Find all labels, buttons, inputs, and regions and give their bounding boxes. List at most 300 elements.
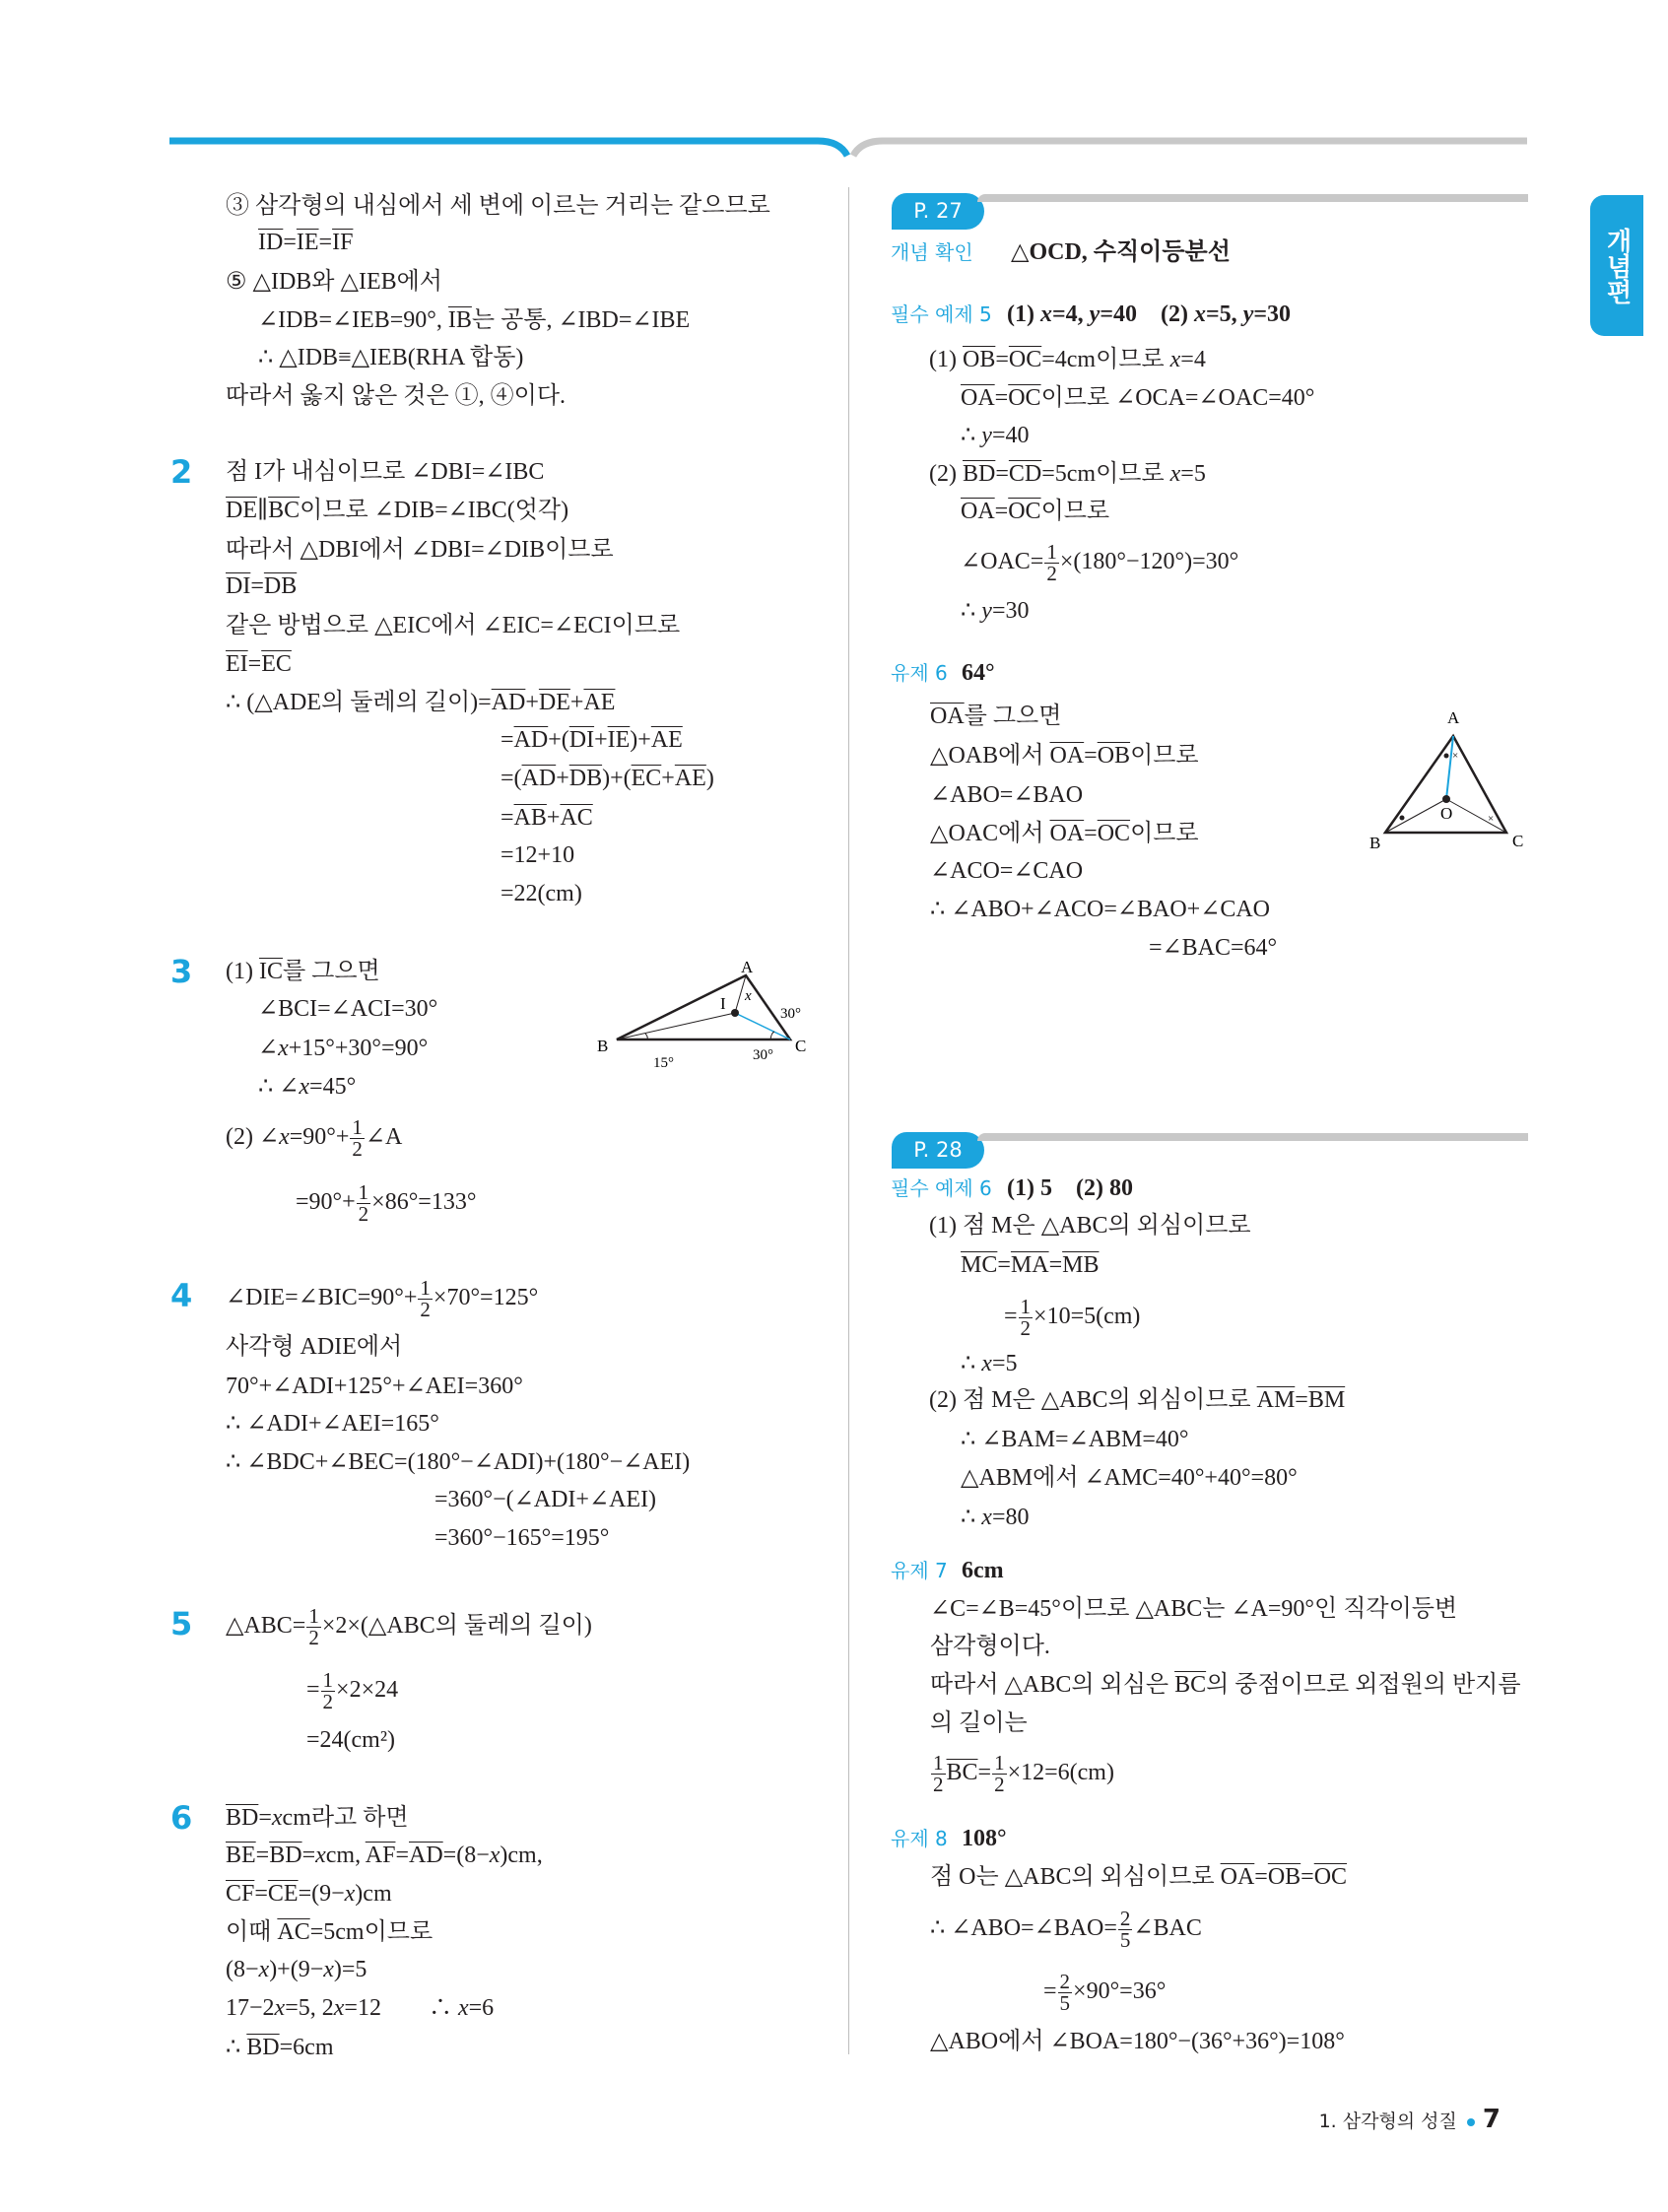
text-segment: ∠ACO=∠CAO <box>930 858 1084 884</box>
text-line <box>930 777 1083 813</box>
text-segment: ∴ ∠ADI+∠AEI=165° <box>226 1411 439 1437</box>
text-line <box>930 1667 1521 1703</box>
text-segment: ∠ <box>258 1036 279 1061</box>
text-line <box>929 1208 1251 1243</box>
text-segment: = <box>994 499 1009 524</box>
text-segment: = <box>254 1881 268 1907</box>
text-line <box>500 838 574 873</box>
segment-overline: $\overline{OC}$ <box>1313 1864 1348 1890</box>
text-line <box>929 342 1206 377</box>
text-line <box>930 1751 1114 1796</box>
segment-overline: $\overline{ID}$ <box>258 230 284 255</box>
math-variable: x <box>271 1805 283 1831</box>
fraction-denominator: 2 <box>420 1298 431 1321</box>
label-b: B <box>597 1037 609 1055</box>
text-segment: = <box>283 230 297 255</box>
text-segment: = <box>1301 1864 1314 1890</box>
label-angle-b: 15° <box>653 1055 674 1071</box>
text-segment: =24(cm²) <box>306 1727 396 1753</box>
segment-overline: $\overline{OB}$ <box>1267 1864 1301 1890</box>
text-segment: 를 그으면 <box>964 704 1062 729</box>
text-segment: =90°+ <box>296 1189 356 1216</box>
math-variable: x <box>279 1124 290 1151</box>
label-angle-c-high: 30° <box>780 1006 801 1022</box>
math-variable: x <box>315 1843 326 1868</box>
text-segment: 삼각형이다. <box>930 1634 1050 1659</box>
text-segment: ∠DIE=∠BIC=90°+ <box>226 1285 418 1311</box>
text-segment: = <box>500 805 514 831</box>
text-segment: = <box>250 573 264 599</box>
label-x: x <box>745 988 752 1004</box>
section-rule <box>977 1133 1528 1141</box>
text-line <box>306 1722 395 1758</box>
text-line <box>930 1591 1457 1627</box>
example-6-answer <box>1007 1171 1133 1206</box>
text-segment: ∴ ∠ABO=∠BAO= <box>930 1915 1117 1942</box>
text-segment: 점 O는 △ABC의 외심이므로 <box>930 1864 1221 1890</box>
text-segment: 사각형 ADIE에서 <box>226 1334 403 1360</box>
angle-mark-dot <box>1400 816 1405 821</box>
text-line <box>258 225 353 260</box>
text-segment: = <box>995 461 1009 487</box>
segment-ob <box>1385 799 1446 833</box>
text-line <box>930 853 1083 889</box>
label-i: I <box>720 994 726 1013</box>
text-segment: ∴ <box>961 1505 982 1530</box>
text-segment: =∠BAC=64° <box>1149 935 1278 961</box>
text-line <box>929 456 1206 492</box>
fraction <box>1044 542 1059 584</box>
text-line <box>930 2024 1345 2059</box>
text-segment: cm라고 하면 <box>282 1805 409 1831</box>
fraction <box>1118 1909 1133 1951</box>
segment-overline: $\overline{OB}$ <box>962 347 996 372</box>
segment-overline: $\overline{AD}$ <box>491 690 526 715</box>
fraction-numerator: 2 <box>1119 1907 1131 1930</box>
text-segment: ×10=5(cm) <box>1034 1304 1141 1330</box>
text-line <box>930 892 1270 927</box>
text-segment: =(8− <box>442 1843 490 1868</box>
text-line <box>226 454 544 490</box>
fraction-denominator: 2 <box>1046 562 1057 585</box>
text-line <box>226 685 615 720</box>
example-5-label: 필수 예제 5 <box>891 302 992 326</box>
label-c: C <box>1512 832 1524 850</box>
fraction-denominator: 2 <box>322 1690 334 1713</box>
math-variable: x <box>1169 347 1181 372</box>
text-segment: = <box>301 1843 316 1868</box>
fraction-numerator: 2 <box>1059 1970 1071 1993</box>
segment-overline: $\overline{BD}$ <box>269 1843 302 1868</box>
header-rule-blue <box>169 141 847 156</box>
text-segment: 같은 방법으로 △EIC에서 ∠EIC=∠ECI이므로 <box>226 613 681 638</box>
text-segment: (2) <box>929 461 963 487</box>
text-line <box>930 1706 1028 1741</box>
practice-7-label: 유제 7 <box>891 1559 948 1582</box>
segment-overline: $\overline{OA}$ <box>1049 743 1085 769</box>
text-segment: 이므로 ∠DIB=∠IBC(엇각) <box>300 498 569 523</box>
text-line <box>961 593 1029 629</box>
text-segment: 를 그으면 <box>282 959 380 984</box>
fraction <box>992 1753 1007 1795</box>
header-rule-gray <box>853 141 1527 156</box>
text-line <box>961 494 1109 529</box>
text-segment: = <box>395 1843 409 1868</box>
label-c: C <box>795 1037 807 1055</box>
math-variable: x <box>1194 302 1206 327</box>
text-segment: ∴ ∠ <box>258 1074 300 1100</box>
fraction-denominator: 2 <box>352 1137 363 1161</box>
text-line <box>258 302 690 338</box>
text-segment: 이므로 <box>1130 743 1199 769</box>
text-segment: 의 중점이므로 외접원의 반지름 <box>1206 1672 1521 1698</box>
text-segment: =80 <box>991 1505 1030 1530</box>
circumcenter-point <box>1442 795 1450 803</box>
question-number: 2 <box>170 453 193 491</box>
segment-overline: $\overline{AE}$ <box>583 690 616 715</box>
text-segment: + <box>661 766 675 791</box>
text-segment: △ABO에서 ∠BOA=180°−(36°+36°)=108° <box>930 2029 1345 2054</box>
text-segment: +15°+30°=90° <box>288 1036 429 1061</box>
practice-8-answer <box>962 1821 1007 1856</box>
text-line <box>961 418 1029 453</box>
page-badge-28: P. 28 <box>892 1132 984 1169</box>
text-segment: = <box>977 1760 992 1786</box>
segment-overline: $\overline{AD}$ <box>409 1843 443 1868</box>
example-6-label: 필수 예제 6 <box>891 1176 992 1200</box>
segment-overline: $\overline{BD}$ <box>226 1805 259 1831</box>
fraction <box>350 1117 365 1160</box>
fraction-numerator: 1 <box>308 1604 319 1628</box>
text-segment: =22(cm) <box>500 881 582 906</box>
text-segment: + <box>556 766 569 791</box>
text-segment: (1) 점 M은 △ABC의 외심이므로 <box>929 1213 1251 1239</box>
fraction-denominator: 2 <box>308 1626 319 1649</box>
text-segment: =40 (2) <box>1100 302 1194 327</box>
text-segment: (2) 점 M은 △ABC의 외심이므로 <box>929 1387 1257 1413</box>
text-segment: )+( <box>602 766 632 791</box>
segment-overline: $\overline{EC}$ <box>631 766 662 791</box>
text-segment: 108° <box>962 1826 1007 1851</box>
text-segment: =4 <box>1180 347 1206 372</box>
segment-overline: $\overline{BC}$ <box>1174 1672 1207 1698</box>
side-tab-concept[interactable]: 개념편 <box>1590 195 1643 336</box>
segment-overline: $\overline{IC}$ <box>258 959 283 984</box>
text-segment: ∴ ∠BDC+∠BEC=(180°−∠ADI)+(180°−∠AEI) <box>226 1449 691 1475</box>
text-segment: △OAC에서 <box>930 821 1050 846</box>
text-segment: ×70°=125° <box>433 1285 539 1311</box>
segment-overline: $\overline{EC}$ <box>261 651 292 677</box>
text-segment: ∠OAC= <box>961 549 1044 575</box>
fraction-denominator: 5 <box>1119 1928 1131 1952</box>
incenter-point <box>731 1009 739 1017</box>
text-line <box>500 722 683 758</box>
text-line <box>500 800 593 836</box>
text-segment: =( <box>500 766 522 791</box>
segment-overline: $\overline{BC}$ <box>268 498 300 523</box>
fraction-denominator: 5 <box>1059 1991 1071 2015</box>
text-segment: 6cm <box>962 1558 1004 1583</box>
text-segment: + <box>546 805 561 831</box>
text-segment: (1) <box>226 959 259 984</box>
segment-bi <box>617 1013 735 1039</box>
text-line <box>226 493 568 528</box>
fraction <box>1058 1972 1073 2014</box>
practice-6-label: 유제 6 <box>891 661 948 685</box>
text-segment: = <box>318 230 333 255</box>
text-segment: = <box>306 1677 320 1704</box>
segment-overline: $\overline{DI}$ <box>568 727 595 753</box>
text-line <box>1043 1970 1167 2015</box>
chapter-title: 1. 삼각형의 성질 <box>1318 2111 1457 2132</box>
text-line <box>226 378 566 414</box>
text-segment: (1) 5 (2) 80 <box>1007 1175 1133 1201</box>
question-number: 5 <box>170 1605 193 1642</box>
question-number: 4 <box>170 1277 193 1314</box>
text-line <box>1004 1295 1141 1340</box>
text-segment: = <box>255 1843 270 1868</box>
segment-overline: $\overline{OC}$ <box>1008 499 1041 524</box>
text-segment: (2) ∠ <box>226 1124 280 1151</box>
text-segment: ③ 삼각형의 내심에서 세 변에 이르는 거리는 같으므로 <box>226 193 770 219</box>
text-segment: =5, <box>1206 302 1243 327</box>
text-segment: ∴ <box>961 423 982 448</box>
math-variable: x <box>274 1995 286 2021</box>
text-segment: = <box>1043 1978 1057 2005</box>
text-line <box>226 1406 439 1441</box>
text-line <box>930 1859 1347 1895</box>
text-line <box>306 1668 399 1713</box>
text-segment: cm, <box>325 1843 366 1868</box>
fraction <box>418 1278 433 1320</box>
segment-overline: $\overline{CE}$ <box>267 1881 299 1907</box>
page-badge-27: P. 27 <box>892 193 984 230</box>
fraction <box>321 1670 336 1712</box>
text-segment: ∴ △IDB≡△IEB(RHA 합동) <box>258 345 524 370</box>
text-line <box>226 646 292 682</box>
text-segment: ×86°=133° <box>371 1189 477 1216</box>
text-segment: = <box>247 651 262 677</box>
text-segment: △OAB에서 <box>930 743 1050 769</box>
text-segment: 이때 <box>226 1919 278 1945</box>
fraction-numerator: 1 <box>1020 1295 1032 1318</box>
segment-overline: $\overline{OA}$ <box>930 704 965 729</box>
text-line <box>226 1604 592 1649</box>
text-segment: ∴ ∠BAM=∠ABM=40° <box>961 1427 1189 1452</box>
text-segment: = <box>500 727 514 753</box>
segment-overline: $\overline{OC}$ <box>1008 385 1041 411</box>
text-segment: =5 <box>1180 461 1206 487</box>
segment-overline: $\overline{IE}$ <box>607 727 631 753</box>
text-line <box>500 876 582 911</box>
segment-overline: $\overline{BM}$ <box>1307 1387 1346 1413</box>
text-line <box>258 1069 356 1105</box>
segment-overline: $\overline{OA}$ <box>961 385 995 411</box>
text-line <box>434 1482 656 1517</box>
bullet-dot-icon <box>1467 2118 1475 2126</box>
text-segment: )=5 <box>333 1957 367 1982</box>
text-line <box>930 816 1199 851</box>
text-segment: 따라서 옳지 않은 것은 ①, ④이다. <box>226 383 567 409</box>
text-line <box>226 1800 409 1836</box>
text-segment: △ABC= <box>226 1613 306 1640</box>
math-variable: x <box>333 1995 345 2021</box>
fraction-numerator: 1 <box>933 1751 944 1775</box>
text-segment: =30 <box>1253 302 1292 327</box>
text-line <box>226 1952 367 1987</box>
segment-overline: $\overline{BD}$ <box>246 2035 280 2060</box>
segment-overline: $\overline{MC}$ <box>961 1252 998 1278</box>
segment-overline: $\overline{MB}$ <box>1062 1252 1100 1278</box>
fraction <box>306 1606 321 1648</box>
practice-7-answer <box>962 1553 1004 1588</box>
segment-overline: $\overline{EI}$ <box>226 651 248 677</box>
text-segment: ×90°=36° <box>1073 1978 1167 2005</box>
text-segment: ∠BAC <box>1133 1915 1202 1942</box>
segment-overline: $\overline{AC}$ <box>560 805 593 831</box>
text-segment: )+(9− <box>269 1957 324 1982</box>
text-segment: ×(180°−120°)=30° <box>1059 549 1239 575</box>
math-variable: x <box>1039 302 1052 327</box>
text-line <box>258 340 523 375</box>
math-variable: y <box>981 423 992 448</box>
segment-overline: $\overline{AF}$ <box>365 1843 396 1868</box>
text-segment: ∴ <box>961 1351 982 1376</box>
text-segment: + <box>594 727 608 753</box>
segment-overline: $\overline{AC}$ <box>277 1919 310 1945</box>
text-segment: =45° <box>309 1074 357 1100</box>
text-segment: 따라서 △DBI에서 ∠DBI=∠DIB이므로 <box>226 537 614 563</box>
text-segment: 64° <box>962 660 995 686</box>
math-variable: y <box>981 598 992 624</box>
text-segment: △ABM에서 ∠AMC=40°+40°=80° <box>961 1465 1298 1491</box>
text-segment: 이므로 <box>1040 499 1110 524</box>
text-segment: = <box>1254 1864 1268 1890</box>
text-line <box>929 1382 1345 1418</box>
text-segment: 의 길이는 <box>930 1710 1028 1736</box>
text-line <box>226 1838 543 1873</box>
segment-overline: $\overline{AE}$ <box>650 727 683 753</box>
text-line <box>226 1329 402 1365</box>
text-segment: =5 <box>991 1351 1018 1376</box>
text-segment: △OCD, 수직이등분선 <box>1011 239 1231 265</box>
segment-overline: $\overline{BD}$ <box>962 461 996 487</box>
text-line <box>961 1500 1029 1535</box>
text-segment: 는 공통, ∠IBD=∠IBE <box>471 307 691 333</box>
fraction-numerator: 1 <box>358 1180 369 1204</box>
angle-mark-cross: × <box>1452 750 1459 762</box>
text-line <box>961 1460 1298 1496</box>
segment-overline: $\overline{AD}$ <box>513 727 549 753</box>
text-segment: = <box>1048 1252 1063 1278</box>
concept-check-answer <box>1011 235 1231 270</box>
segment-overline: $\overline{OA}$ <box>1220 1864 1255 1890</box>
segment-overline: $\overline{AE}$ <box>674 766 706 791</box>
text-line <box>296 1180 477 1226</box>
segment-overline: $\overline{AD}$ <box>521 766 557 791</box>
text-segment: ∠IDB=∠IEB=90°, <box>258 307 448 333</box>
text-line <box>226 188 770 224</box>
text-line <box>226 532 614 568</box>
practice-6-answer <box>962 655 995 691</box>
text-segment: = <box>258 1805 272 1831</box>
fraction-numerator: 1 <box>994 1751 1005 1775</box>
text-segment: =12 ∴ <box>344 1995 458 2021</box>
fraction-numerator: 1 <box>352 1115 363 1139</box>
text-segment: =40 <box>991 423 1030 448</box>
label-angle-c-low: 30° <box>753 1047 773 1063</box>
text-line <box>961 540 1239 585</box>
segment-overline: $\overline{DB}$ <box>568 766 603 791</box>
fraction <box>1019 1297 1034 1339</box>
text-segment: = <box>994 385 1009 411</box>
text-line <box>258 1031 428 1066</box>
text-segment: =30 <box>991 598 1030 624</box>
math-variable: y <box>1089 302 1101 327</box>
fraction-numerator: 1 <box>1046 540 1057 564</box>
segment-overline: $\overline{DE}$ <box>226 498 257 523</box>
segment-overline: $\overline{IF}$ <box>332 230 354 255</box>
text-line <box>961 1422 1189 1457</box>
segment-overline: $\overline{DE}$ <box>538 690 570 715</box>
fraction <box>357 1182 371 1225</box>
text-segment: = <box>1295 1387 1308 1413</box>
text-segment: )cm, <box>500 1843 543 1868</box>
segment-overline: $\overline{MA}$ <box>1010 1252 1049 1278</box>
fraction <box>931 1753 946 1795</box>
segment-overline: $\overline{OC}$ <box>1097 821 1131 846</box>
text-segment: =12+10 <box>500 842 575 868</box>
column-divider <box>848 187 849 2054</box>
segment-overline: $\overline{AM}$ <box>1256 1387 1296 1413</box>
segment-overline: $\overline{CF}$ <box>226 1881 255 1907</box>
text-segment: 점 I가 내심이므로 ∠DBI=∠IBC <box>226 459 545 485</box>
text-line <box>500 761 714 796</box>
text-line <box>226 264 442 300</box>
math-variable: y <box>1242 302 1254 327</box>
math-variable: x <box>278 1036 289 1061</box>
text-segment: ∴ <box>961 598 982 624</box>
text-line <box>930 1907 1202 1952</box>
segment-overline: $\overline{IE}$ <box>296 230 319 255</box>
fraction-denominator: 2 <box>933 1773 944 1796</box>
segment-overline: $\overline{IB}$ <box>447 307 472 333</box>
angle-mark-cross: × <box>1488 813 1495 825</box>
segment-overline: $\overline{OA}$ <box>1049 821 1085 846</box>
fraction-denominator: 2 <box>358 1202 369 1226</box>
text-line <box>226 608 680 643</box>
segment-overline: $\overline{BE}$ <box>226 1843 256 1868</box>
text-line <box>434 1520 609 1556</box>
text-line <box>226 2030 333 2065</box>
text-segment: ⑤ △IDB와 △IEB에서 <box>226 269 442 295</box>
text-line <box>226 1444 690 1480</box>
segment-overline: $\overline{OA}$ <box>961 499 995 524</box>
text-segment: =90°+ <box>289 1124 350 1151</box>
text-segment: ∴ ∠ABO+∠ACO=∠BAO+∠CAO <box>930 897 1270 922</box>
segment-overline: $\overline{DB}$ <box>263 573 298 599</box>
math-variable: x <box>457 1995 469 2021</box>
text-segment: =6cm <box>279 2035 334 2060</box>
text-segment: + <box>525 690 539 715</box>
math-variable: x <box>323 1957 334 1982</box>
text-segment: ∴ <box>226 2035 247 2060</box>
section-rule <box>977 194 1528 202</box>
segment-overline: $\overline{DI}$ <box>226 573 251 599</box>
text-segment: ) <box>705 766 714 791</box>
label-a: A <box>741 958 754 976</box>
text-line <box>226 1369 523 1404</box>
